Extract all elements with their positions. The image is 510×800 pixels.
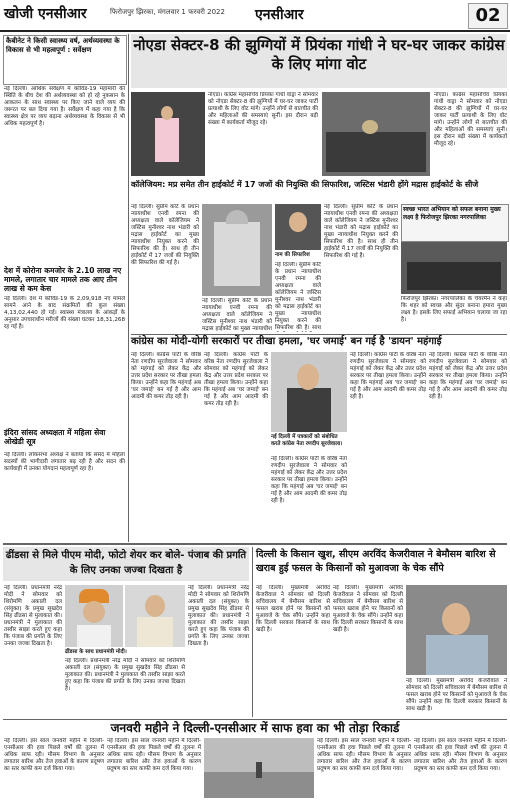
left-article-3: नई दिल्ली। लोकसभा अध्यक्ष ने बताया कि संसद में महिला सदस्यों की भागीदारी लगातार बढ़ रही है और सदन की कार्यवाही में उनका योगदान महत्वपूर्ण रहा है। [4,452,125,472]
supreme-court-photo [202,204,272,296]
modi-attire [137,617,173,647]
justice-face [289,212,307,232]
white-attire [77,625,111,647]
crowd-face [362,120,378,134]
january-headline: जनवरी महीने ने दिल्ली-एनसीआर में साफ हवा का भी तोड़ा रिकार्ड [110,721,400,735]
january-body-3: नई दिल्ली। इस साल जनवरी महीने में दिल्ली-एनसीआर की हवा पिछले वर्षों की तुलना में अधिक साफ रही। मौसम विभाग के अनुसार लगातार बारिश और तेज हवाओं के कारण प्रदूषण का स्तर काफी कम दर्ज किया गया। [317,738,411,772]
collegium-body-4: नई दिल्ली। सुप्रीम कोर्ट के प्रधान न्यायाधीश एनवी रमना की अध्यक्षता वाले कॉलेजियम ने जस्टिस मुनीश्वर नाथ भंडारी को मद्रास हाईकोर्ट का मुख्य न्यायाधीश नियुक्त करने की सिफारिश की है। साथ ही तीन हाईकोर्ट में 17 जजों की नियुक्ति की सिफारिश की गई है। [324,204,398,259]
dhindsa-body-1: नई दिल्ली। प्रधानमंत्री नरेंद्र मोदी ने सोमवार को शिरोमणि अकाली दल (संयुक्त) के प्रमुख सुखदेव सिंह ढींडसा से मुलाकात की। प्रधानमंत्री ने मुलाकात की तस्वीर साझा करते हुए कहा कि पंजाब की प्रगति के लिए उनका जज्बा दिखता है। [4,585,62,647]
collegium-body-3: नई दिल्ली। सुप्रीम कोर्ट के प्रधान न्यायाधीश एनवी रमना की अध्यक्षता वाले कॉलेजियम ने जस्टिस मुनीश्वर नाथ भंडारी को मद्रास हाईकोर्ट का मुख्य न्यायाधीश नियुक्त करने की सिफारिश की है। साथ [275,262,321,331]
modi-face [145,595,165,617]
smog-photo [204,738,314,798]
congress-body-3: नई दिल्ली। कांग्रेस पार्टी के वरिष्ठ नेता रणदीप सुरजेवाला ने सोमवार को महंगाई को लेकर केंद्र और उत्तर प्रदेश सरकार पर तीखा हमला किया। उन्होंने कहा कि महंगाई अब 'घर जमाई' बन गई है और आम आदमी की कमर तोड़ रही है। [271,456,347,504]
section-title: एनसीआर [255,7,304,23]
page-number: 02 [468,3,508,29]
top-story-headline: नोएडा सेक्टर-8 की झुग्गियों में प्रियंका गांधी ने घर-घर जाकर कांग्रेस के लिए मांगा वोट [133,36,505,73]
kejriwal-face [442,603,470,635]
january-body-2: नई दिल्ली। इस साल जनवरी महीने में दिल्ली-एनसीआर की हवा पिछले वर्षों की तुलना में अधिक साफ रही। मौसम विभाग के अनुसार लगातार बारिश और तेज हवाओं के कारण प्रदूषण का स्तर काफी कम दर्ज किया गया। [107,738,201,772]
surjewala-photo [271,352,347,432]
kejriwal-body-1: नई दिल्ली। मुख्यमंत्री अरविंद केजरीवाल ने सोमवार को दिल्ली सचिवालय में बेमौसम बारिश से फसल खराब होने पर किसानों को मुआवजे के चेक सौंपे। उन्होंने कहा कि दिल्ली सरकार किसानों के साथ खड़ी है। [256,585,330,633]
left-article-1: नई दिल्ली। आर्थिक सर्वेक्षण में कोविड-19 महामारी की स्थिति के बीच देश की अर्थव्यवस्था को हो रहे नुकसान के आकलन के साथ स्वास्थ्य पर किए जाने वाले व्यय की जरूरत पर बल दिया गया है। सर्वेक्षण में कहा गया है कि स्वास्थ्य क्षेत्र पर व्यय बढ़ाना अर्थव्यवस्था के विकास से भी अधिक महत्वपूर्ण है। [4,86,125,127]
dhindsa-photo-caption: ढींडसा के साथ प्रधानमंत्री मोदी। [65,649,127,655]
crowd-image [326,132,426,172]
modi-photo [125,585,185,647]
pedestrian [256,762,262,778]
court-building [214,222,260,286]
dhindsa-body-2: नई दिल्ली। प्रधानमंत्री नरेंद्र मोदी ने सोमवार को शिरोमणि अकाली दल (संयुक्त) के प्रमुख सुखदेव सिंह ढींडसा से मुलाकात की। प्रधानमंत्री ने मुलाकात की तस्वीर साझा करते हुए कहा कि पंजाब की प्रगति के लिए उनका जज्बा दिखता है। [65,658,185,692]
ad-body: फिरोजपुर झिरका। नगरपालिका के चेयरमैन ने कहा कि शहर को स्वच्छ और सुंदर बनाना हमारा मुख्य लक्ष्य है। इसके लिए सफाई अभियान चलाया जा रहा है। [401,296,507,323]
top-story-photo-1 [131,92,205,176]
bottom-rule [3,543,507,545]
dhindsa-headline: ढींडसा से मिले पीएम मोदी, फोटो शेयर कर बोले- पंजाब की प्रगति के लिए उनका जज्बा दिखता है [5,550,247,576]
top-story-body: नोएडा। कांग्रेस महासचिव प्रियंका गांधी वाड्रा ने सोमवार को नोएडा सेक्टर-8 की झुग्गियों में घर-घर जाकर पार्टी प्रत्याशी के लिए वोट मांगे। उन्होंने लोगों से बातचीत की और महिलाओं की समस्याएं सुनीं। इस दौरान बड़ी संख्या में कार्यकर्ता मौजूद रहे। [208,92,318,126]
collegium-headline: कॉलेजियम: मप्र समेत तीन हाईकोर्ट में 17 जजों की नियुक्ति की सिफारिश, जस्टिस भंडारी होंगे मद्रास हाईकोर्ट के सीजे [131,180,479,189]
surjewala-face [297,364,319,390]
congress-body-5: नई दिल्ली। कांग्रेस पार्टी के वरिष्ठ नेता रणदीप सुरजेवाला ने सोमवार को महंगाई को लेकर केंद्र और उत्तर प्रदेश सरकार पर तीखा हमला किया। उन्होंने कहा कि महंगाई अब 'घर जमाई' बन गई है और आम आदमी की कमर तोड़ रही है। [429,352,507,400]
kejriwal-body-3: नई दिल्ली। मुख्यमंत्री अरविंद केजरीवाल ने सोमवार को दिल्ली सचिवालय में बेमौसम बारिश से फसल खराब होने पर किसानों को मुआवजे के चेक सौंपे। उन्होंने कहा कि दिल्ली सरकार किसानों के साथ खड़ी है। [406,678,507,712]
person-figure [155,118,179,162]
surjewala-caption: नई दिल्ली में पत्रकारों को संबोधित करते कांग्रेस नेता रणदीप सुरजेवाला। [271,434,343,447]
congress-body-4: नई दिल्ली। कांग्रेस पार्टी के वरिष्ठ नेता रणदीप सुरजेवाला ने सोमवार को महंगाई को लेकर केंद्र और उत्तर प्रदेश सरकार पर तीखा हमला किया। उन्होंने कहा कि महंगाई अब 'घर जमाई' बन गई है और आम आदमी की कमर तोड़ रही है। [350,352,426,400]
person-face [161,106,173,120]
january-body-1: नई दिल्ली। इस साल जनवरी महीने में दिल्ली-एनसीआर की हवा पिछले वर्षों की तुलना में अधिक साफ रही। मौसम विभाग के अनुसार लगातार बारिश और तेज हवाओं के कारण प्रदूषण का स्तर काफी कम दर्ज किया गया। [4,738,104,772]
column-divider [128,34,129,542]
left-headline-1: कैबीनेट ने किसी स्वास्थ्य वर्ष, अर्थव्यवस्था के विकास से भी महत्वपूर्ण : सर्वेक्षण [6,37,120,54]
congress-body-2: नई दिल्ली। कांग्रेस पार्टी के वरिष्ठ नेता रणदीप सुरजेवाला ने सोमवार को महंगाई को लेकर केंद्र और उत्तर प्रदेश सरकार पर तीखा हमला किया। उन्होंने कहा कि महंगाई अब 'घर जमाई' बन गई है और आम आदमी की कमर तोड़ रही है। [204,352,268,407]
masthead-brand: खोजी एनसीआर [4,6,87,22]
justice-photo-caption: नाम की सिफारिश [275,252,310,258]
top-story-photo-2 [322,92,430,176]
congress-body-1: नई दिल्ली। कांग्रेस पार्टी के वरिष्ठ नेता रणदीप सुरजेवाला ने सोमवार को महंगाई को लेकर केंद्र और उत्तर प्रदेश सरकार पर तीखा हमला किया। उन्होंने कहा कि महंगाई अब 'घर जमाई' बन गई है और आम आदमी की कमर तोड़ रही है। [131,352,201,400]
kejriwal-photo [406,585,507,675]
court-dome [226,210,248,224]
dhindsa-body-3: नई दिल्ली। प्रधानमंत्री नरेंद्र मोदी ने सोमवार को शिरोमणि अकाली दल (संयुक्त) के प्रमुख सुखदेव सिंह ढींडसा से मुलाकात की। प्रधानमंत्री ने मुलाकात की तस्वीर साझा करते हुए कहा कि पंजाब की प्रगति के लिए उनका जज्बा दिखता है। [188,585,249,647]
top-story-sidebar-text: नोएडा। कांग्रेस महासचिव प्रियंका गांधी वाड्रा ने सोमवार को नोएडा सेक्टर-8 की झुग्गियों में घर-घर जाकर पार्टी प्रत्याशी के लिए वोट मांगे। उन्होंने लोगों से बातचीत की और महिलाओं की समस्याएं सुनीं। इस दौरान बड़ी संख्या में कार्यकर्ता मौजूद रहे। [434,92,507,147]
kejriwal-attire [426,635,488,675]
bottom-column-divider [252,547,253,717]
congress-headline: कांग्रेस का मोदी-योगी सरकारों पर तीखा हमला, 'घर जमाई' बन गई है 'डायन' महंगाई [131,336,442,347]
left-headline-2: देश में कोरोना कमजोर के 2.10 लाख नए मामले, लगातार चार मामले तक आए तीन लाख से कम केस [4,266,122,293]
dhindsa-photo [65,585,123,647]
left-article-2: नई दिल्ली। देश में कोविड-19 के 2,09,918 नए मामले सामने आने के बाद संक्रमितों की कुल संख्या 4,13,02,440 हो गई। स्वास्थ्य मंत्रालय के आंकड़ों के अनुसार उपचाराधीन मरीजों की संख्या घटकर 18,31,268 रह गई है। [4,296,125,330]
collegium-body-2: नई दिल्ली। सुप्रीम कोर्ट के प्रधान न्यायाधीश एनवी रमना की अध्यक्षता वाले कॉलेजियम ने जस्टिस मुनीश्वर नाथ भंडारी को मद्रास हाईकोर्ट का मुख्य न्यायाधीश [202,298,272,332]
left-headline-3: इंदिरा सांसद अध्यक्षता में महिला सेवा ओखेडी सूत्र [4,428,106,446]
kejriwal-body-2: नई दिल्ली। मुख्यमंत्री अरविंद केजरीवाल ने सोमवार को दिल्ली सचिवालय में बेमौसम बारिश से फसल खराब होने पर किसानों को मुआवजे के चेक सौंपे। उन्होंने कहा कि दिल्ली सरकार किसानों के साथ खड़ी है। [333,585,403,633]
workers-group [407,262,501,290]
ad-headline: स्वच्छ भारत अभियान को सफल बनाना मुख्य लक्ष्य है फिरोजपुर झिरका नगरपालिका [403,206,501,221]
justice-photo [275,204,321,250]
collegium-body-1: नई दिल्ली। सुप्रीम कोर्ट के प्रधान न्यायाधीश एनवी रमना की अध्यक्षता वाले कॉलेजियम ने जस्टिस मुनीश्वर नाथ भंडारी को मद्रास हाईकोर्ट का मुख्य न्यायाधीश नियुक्त करने की सिफारिश की है। साथ ही तीन हाईकोर्ट में 17 जजों की नियुक्ति की सिफारिश की गई है। [131,204,199,266]
sanitation-photo [401,242,507,294]
kejriwal-headline: दिल्ली के किसान खुश, सीएम अरविंद केजरीवाल ने बेमौसम बारिश से खराब हुई फसल के किसानों को मुआवजा के चेक सौंपे [256,549,496,574]
dhindsa-face [83,601,105,623]
masthead-dateline: फिरोजपुर झिरका, मंगलवार 1 फरवरी 2022 [110,8,225,16]
january-rule [3,719,507,720]
january-body-4: नई दिल्ली। इस साल जनवरी महीने में दिल्ली-एनसीआर की हवा पिछले वर्षों की तुलना में अधिक साफ रही। मौसम विभाग के अनुसार लगातार बारिश और तेज हवाओं के कारण प्रदूषण का स्तर काफी कम दर्ज किया गया। [414,738,507,772]
section-rule [131,334,507,335]
surjewala-figure [287,388,331,432]
